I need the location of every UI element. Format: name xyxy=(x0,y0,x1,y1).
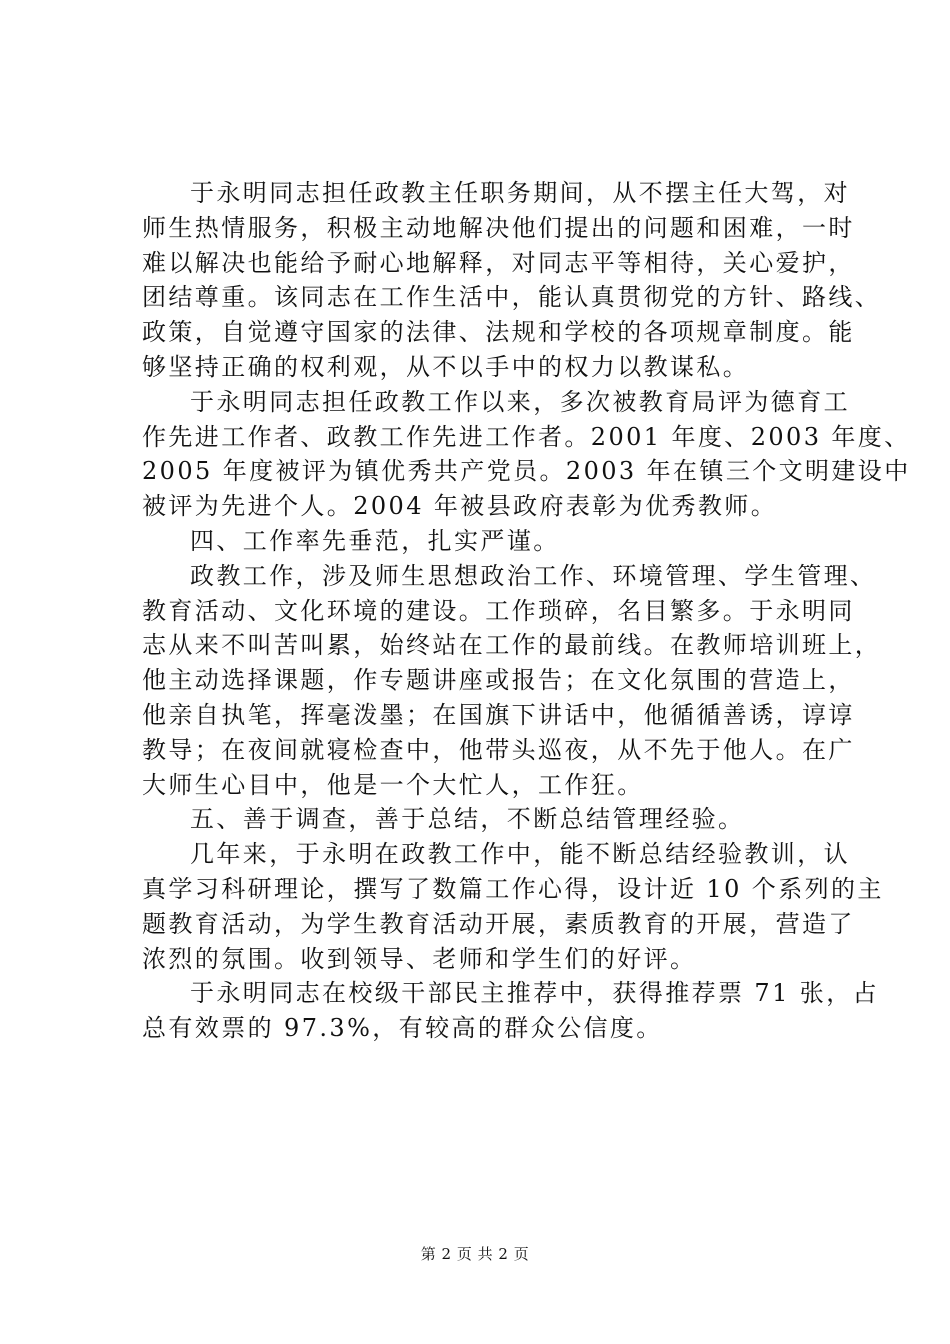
document-body xyxy=(142,176,911,1046)
paragraph-line: 2005 年度被评为镇优秀共产党员。2003 年在镇三个文明建设中 xyxy=(142,457,911,486)
paragraph-line: 于永明同志担任政教工作以来，多次被教育局评为德育工 xyxy=(190,387,850,416)
paragraph-line: 团结尊重。该同志在工作生活中，能认真贯彻党的方针、路线、 xyxy=(142,283,882,312)
paragraph-line: 他亲自执笔，挥毫泼墨；在国旗下讲话中，他循循善诱，谆谆 xyxy=(142,700,855,729)
paragraph-line: 教导；在夜间就寝检查中，他带头巡夜，从不先于他人。在广 xyxy=(142,735,855,764)
paragraph-line: 被评为先进个人。2004 年被县政府表彰为优秀教师。 xyxy=(142,492,778,521)
paragraph-line: 志从来不叫苦叫累，始终站在工作的最前线。在教师培训班上， xyxy=(142,631,882,660)
page-number-footer: 第 2 页 共 2 页 xyxy=(420,1245,530,1263)
paragraph-line: 教育活动、文化环境的建设。工作琐碎，名目繁多。于永明同 xyxy=(142,596,855,625)
section-heading: 四、工作率先垂范，扎实严谨。 xyxy=(190,526,560,555)
paragraph-line: 真学习科研理论，撰写了数篇工作心得，设计近 10 个系列的主 xyxy=(142,874,884,903)
paragraph-line: 师生热情服务，积极主动地解决他们提出的问题和困难，一时 xyxy=(142,213,855,242)
paragraph-line: 他主动选择课题，作专题讲座或报告；在文化氛围的营造上， xyxy=(142,666,855,695)
paragraph-line: 政教工作，涉及师生思想政治工作、环境管理、学生管理、 xyxy=(190,561,877,590)
paragraph-line: 政策，自觉遵守国家的法律、法规和学校的各项规章制度。能 xyxy=(142,318,855,347)
paragraph-line: 难以解决也能给予耐心地解释，对同志平等相待，关心爱护， xyxy=(142,248,855,277)
paragraph-line: 几年来，于永明在政教工作中，能不断总结经验教训，认 xyxy=(190,840,850,869)
paragraph-line: 于永明同志担任政教主任职务期间，从不摆主任大驾，对 xyxy=(190,179,850,207)
paragraph-line: 于永明同志在校级干部民主推荐中，获得推荐票 71 张，占 xyxy=(190,979,879,1008)
paragraph-line: 够坚持正确的权利观，从不以手中的权力以教谋私。 xyxy=(142,352,750,381)
paragraph-line: 题教育活动，为学生教育活动开展，素质教育的开展，营造了 xyxy=(142,909,855,938)
section-heading: 五、善于调查，善于总结，不断总结管理经验。 xyxy=(190,805,745,834)
paragraph-line: 大师生心目中，他是一个大忙人，工作狂。 xyxy=(142,770,644,799)
paragraph-line: 浓烈的氛围。收到领导、老师和学生们的好评。 xyxy=(142,944,697,973)
paragraph-line: 作先进工作者、政教工作先进工作者。2001 年度、2003 年度、 xyxy=(142,422,911,451)
paragraph-line: 总有效票的 97.3%，有较高的群众公信度。 xyxy=(142,1014,663,1043)
